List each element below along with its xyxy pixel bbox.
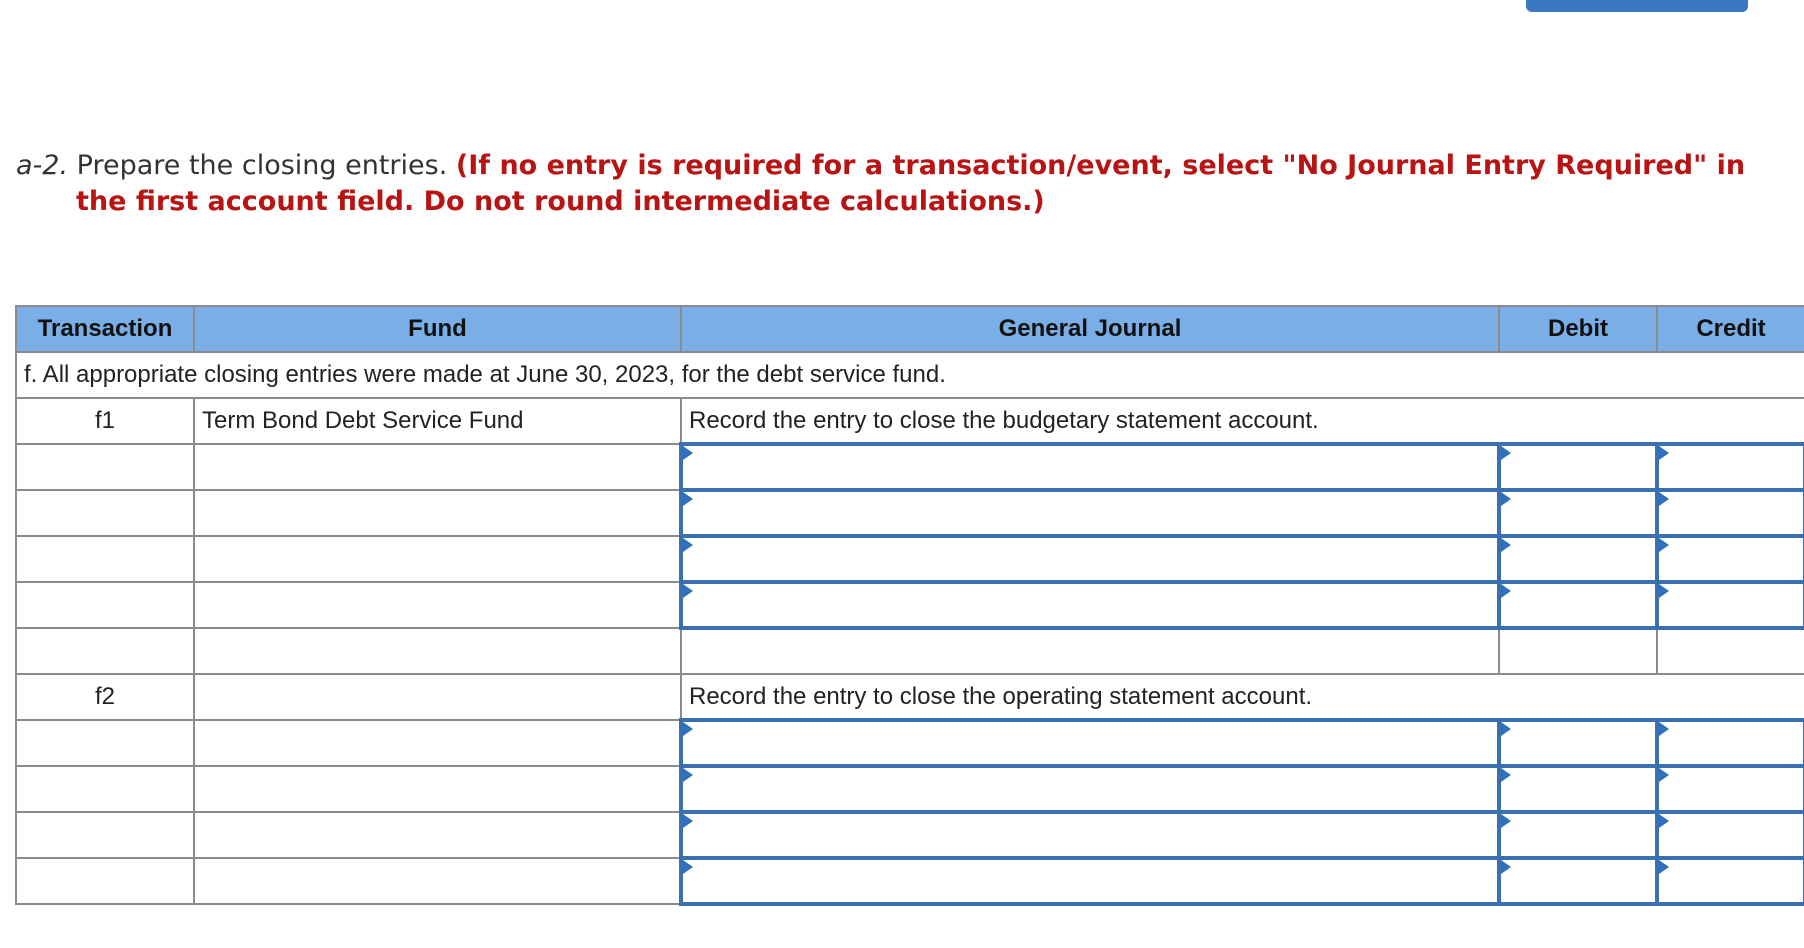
table-row <box>16 444 1804 490</box>
credit-input[interactable] <box>1666 584 1796 626</box>
header-credit: Credit <box>1657 306 1804 352</box>
header-row <box>16 306 1804 352</box>
debit-cell[interactable] <box>1499 536 1657 582</box>
credit-input[interactable] <box>1666 768 1796 810</box>
debit-input[interactable] <box>1508 860 1648 902</box>
debit-input[interactable] <box>1508 538 1648 580</box>
account-dropdown[interactable] <box>681 444 1499 490</box>
part-label: a-2. <box>16 150 69 181</box>
account-dropdown[interactable] <box>681 858 1499 904</box>
fund-cell <box>194 812 681 858</box>
credit-cell[interactable] <box>1657 766 1804 812</box>
table-row <box>16 490 1804 536</box>
transaction-id: f1 <box>16 398 194 444</box>
header-transaction: Transaction <box>16 306 194 352</box>
table-row <box>16 628 1804 674</box>
fund-cell <box>194 720 681 766</box>
fund-name: Term Bond Debt Service Fund <box>194 398 681 444</box>
transaction-cell <box>16 536 194 582</box>
fund-name <box>194 674 681 720</box>
debit-input[interactable] <box>1508 584 1648 626</box>
instruction-text <box>16 148 1776 220</box>
table-row <box>16 858 1804 904</box>
account-input[interactable] <box>690 584 1490 626</box>
account-input[interactable] <box>690 722 1490 764</box>
transaction-cell <box>16 766 194 812</box>
debit-input[interactable] <box>1508 814 1648 856</box>
table-row <box>16 674 1804 720</box>
debit-cell[interactable] <box>1499 444 1657 490</box>
debit-cell[interactable] <box>1499 812 1657 858</box>
transaction-cell <box>16 628 194 674</box>
account-dropdown[interactable] <box>681 536 1499 582</box>
credit-cell <box>1657 628 1804 674</box>
account-input[interactable] <box>690 538 1490 580</box>
account-cell <box>681 628 1499 674</box>
table-row <box>16 812 1804 858</box>
transaction-cell <box>16 858 194 904</box>
transaction-cell <box>16 444 194 490</box>
fund-cell <box>194 490 681 536</box>
credit-input[interactable] <box>1666 722 1796 764</box>
debit-input[interactable] <box>1508 446 1648 488</box>
instruction-main: Prepare the closing entries. <box>76 150 448 181</box>
account-input[interactable] <box>690 446 1490 488</box>
account-dropdown[interactable] <box>681 812 1499 858</box>
account-input[interactable] <box>690 814 1490 856</box>
account-input[interactable] <box>690 860 1490 902</box>
credit-cell[interactable] <box>1657 720 1804 766</box>
header-debit: Debit <box>1499 306 1657 352</box>
credit-input[interactable] <box>1666 446 1796 488</box>
account-dropdown[interactable] <box>681 582 1499 628</box>
journal-table <box>15 305 1804 906</box>
account-dropdown[interactable] <box>681 490 1499 536</box>
debit-cell[interactable] <box>1499 490 1657 536</box>
credit-cell[interactable] <box>1657 536 1804 582</box>
table-row <box>16 582 1804 628</box>
debit-cell[interactable] <box>1499 720 1657 766</box>
transaction-cell <box>16 582 194 628</box>
header-general-journal: General Journal <box>681 306 1499 352</box>
account-dropdown[interactable] <box>681 720 1499 766</box>
credit-cell[interactable] <box>1657 490 1804 536</box>
fund-cell <box>194 582 681 628</box>
credit-input[interactable] <box>1666 860 1796 902</box>
table-row <box>16 398 1804 444</box>
fund-cell <box>194 628 681 674</box>
table-row <box>16 536 1804 582</box>
credit-cell[interactable] <box>1657 858 1804 904</box>
account-dropdown[interactable] <box>681 766 1499 812</box>
top-tab-button[interactable] <box>1526 0 1748 12</box>
table-row <box>16 766 1804 812</box>
credit-cell[interactable] <box>1657 582 1804 628</box>
debit-cell[interactable] <box>1499 858 1657 904</box>
entry-instruction: Record the entry to close the budgetary statement account. <box>681 398 1804 444</box>
debit-input[interactable] <box>1508 722 1648 764</box>
debit-cell[interactable] <box>1499 766 1657 812</box>
fund-cell <box>194 766 681 812</box>
fund-cell <box>194 536 681 582</box>
account-input[interactable] <box>690 768 1490 810</box>
debit-cell <box>1499 628 1657 674</box>
debit-cell[interactable] <box>1499 582 1657 628</box>
credit-cell[interactable] <box>1657 444 1804 490</box>
transaction-cell <box>16 490 194 536</box>
description-row <box>16 352 1804 398</box>
header-fund: Fund <box>194 306 681 352</box>
table-row <box>16 720 1804 766</box>
debit-input[interactable] <box>1508 492 1648 534</box>
instruction-note: (If no entry is required for a transaction/event, select "No Journal Entry Required" in the first account field. Do not round intermediate calculations.) <box>76 150 1746 217</box>
account-input[interactable] <box>690 492 1490 534</box>
transaction-id: f2 <box>16 674 194 720</box>
entry-instruction: Record the entry to close the operating statement account. <box>681 674 1804 720</box>
credit-cell[interactable] <box>1657 812 1804 858</box>
debit-input[interactable] <box>1508 768 1648 810</box>
credit-input[interactable] <box>1666 814 1796 856</box>
transaction-cell <box>16 720 194 766</box>
credit-input[interactable] <box>1666 492 1796 534</box>
transaction-description: f. All appropriate closing entries were made at June 30, 2023, for the debt service fund. <box>16 352 1804 398</box>
fund-cell <box>194 858 681 904</box>
transaction-cell <box>16 812 194 858</box>
credit-input[interactable] <box>1666 538 1796 580</box>
fund-cell <box>194 444 681 490</box>
